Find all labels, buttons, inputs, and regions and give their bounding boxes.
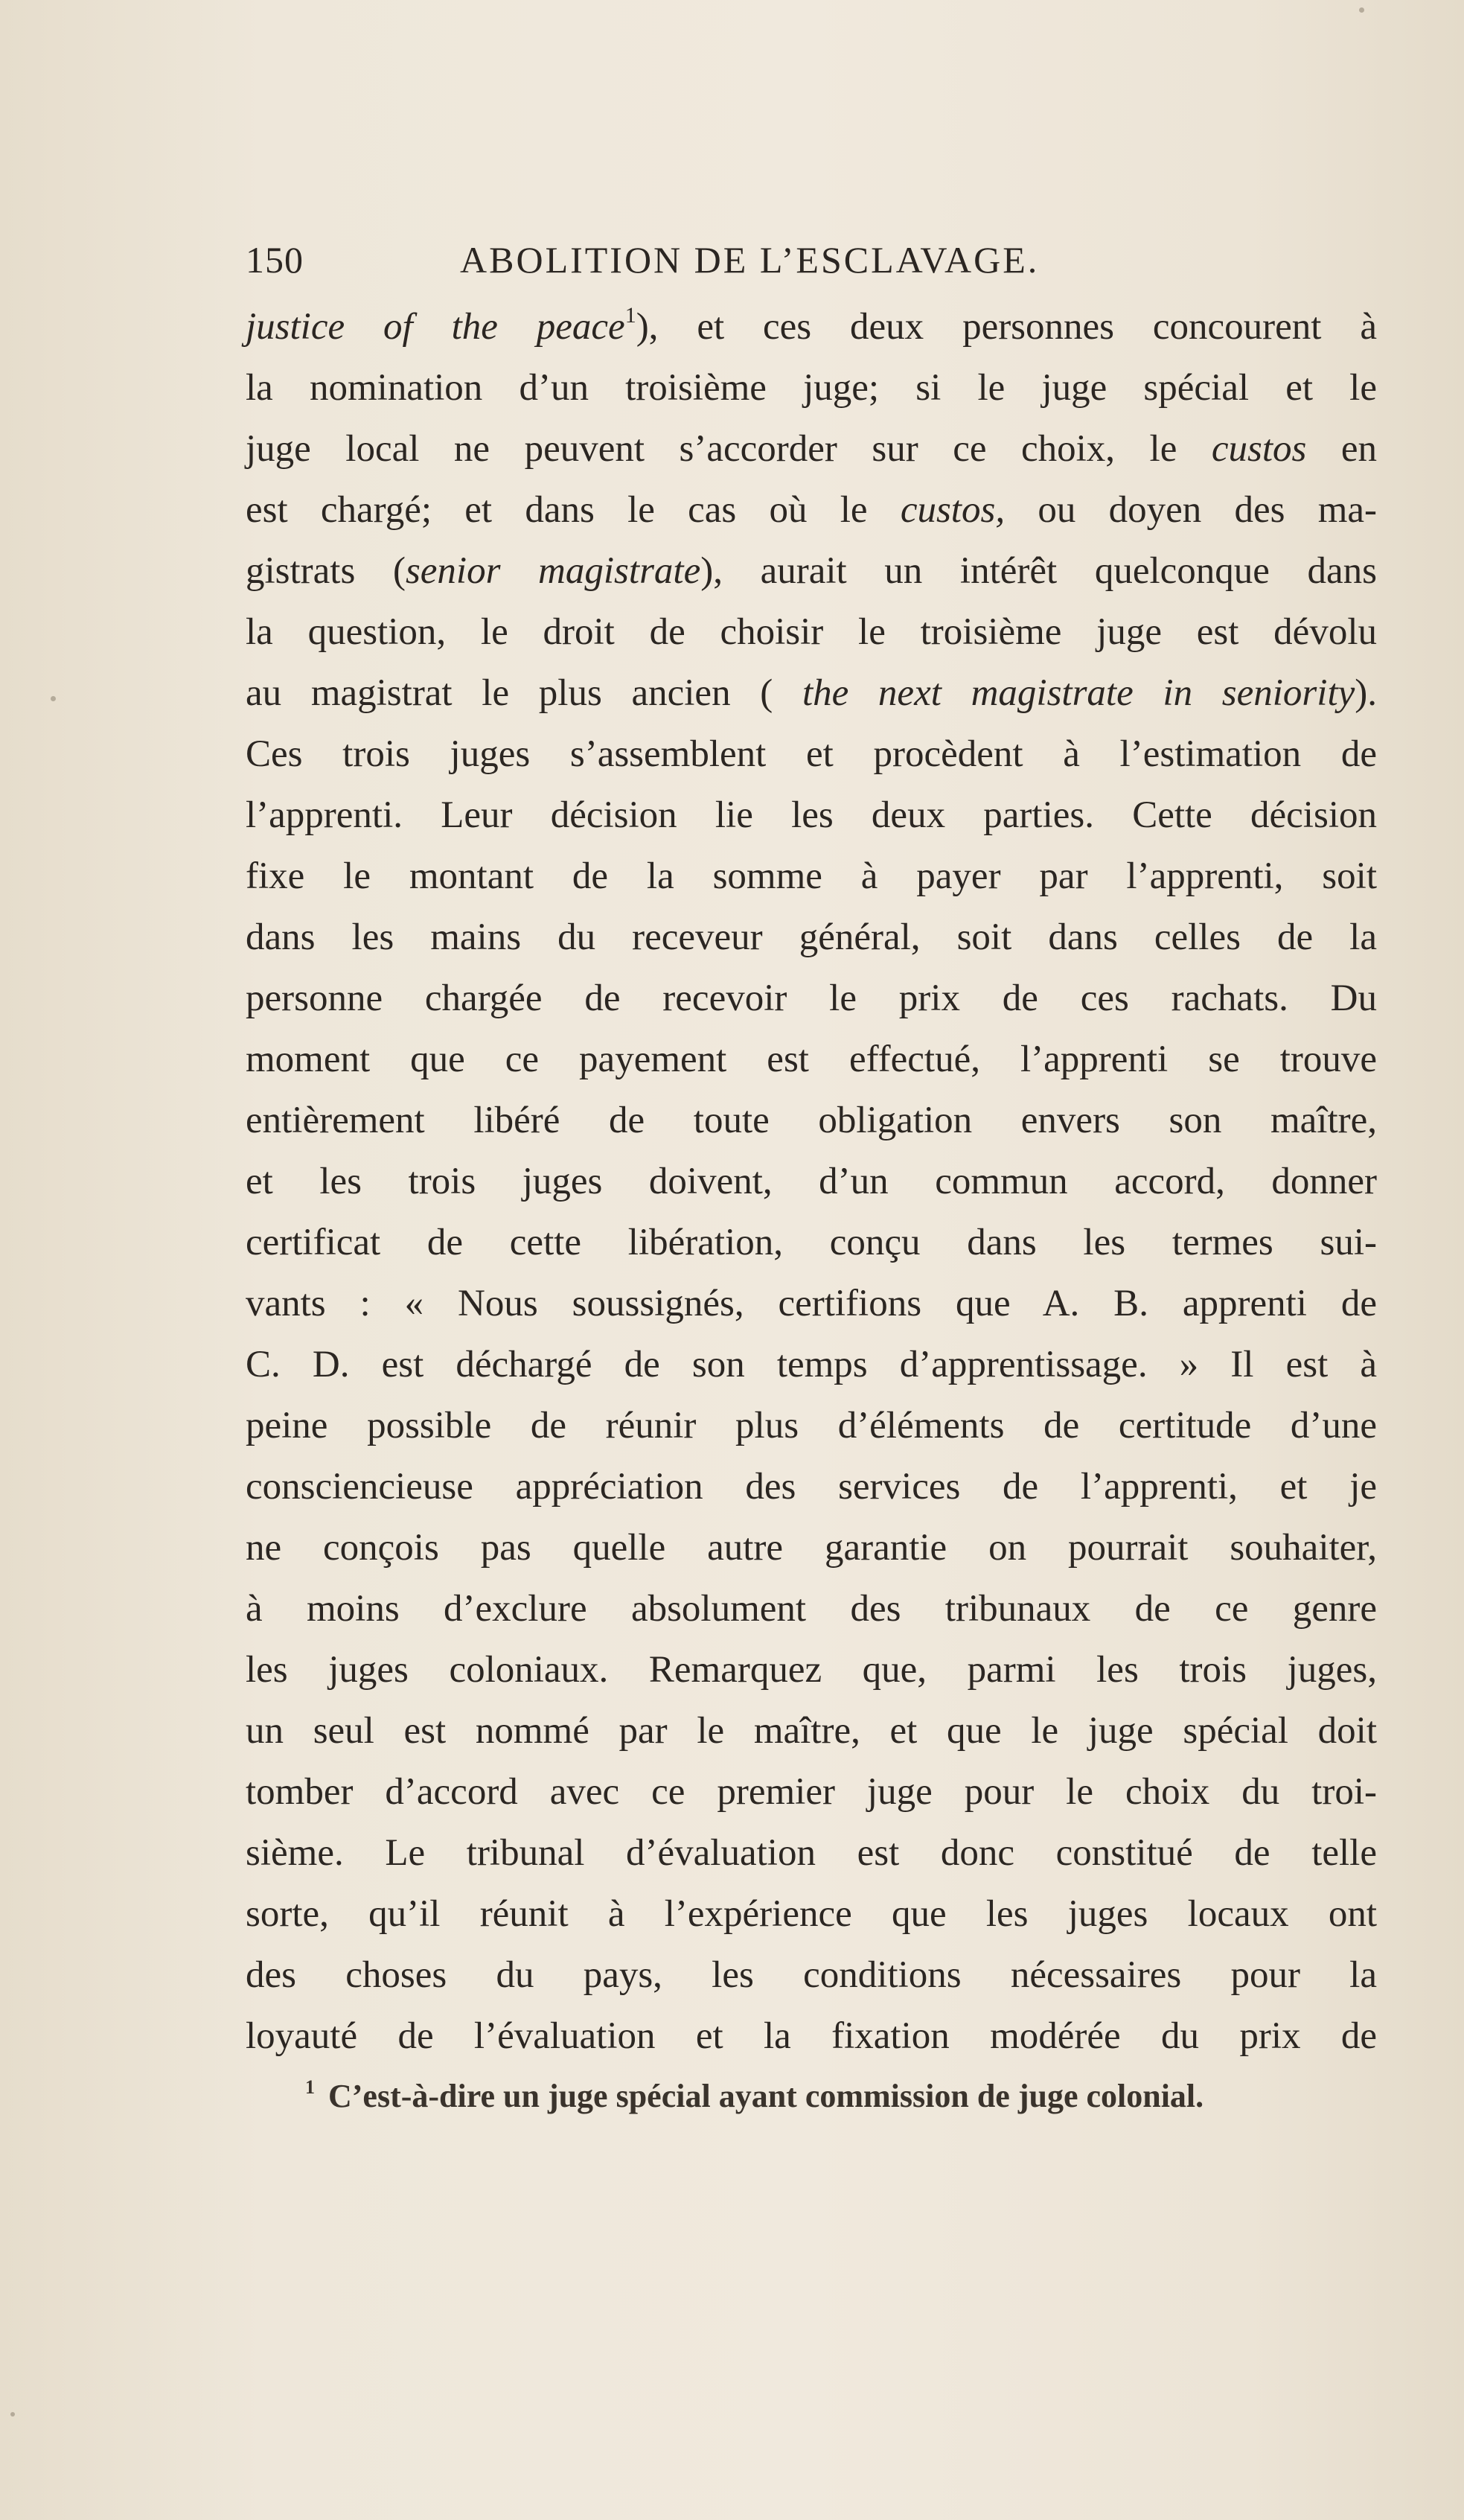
text-segment: vants : « Nous soussignés, certifions que A. B. apprenti de — [246, 1283, 1377, 1324]
text-line — [246, 1334, 1377, 1395]
italic-text: custos, — [900, 489, 1006, 531]
text-line — [246, 1090, 1377, 1151]
text-segment: est chargé; et dans le cas où le — [246, 489, 901, 531]
text-line — [246, 357, 1377, 418]
text-segment: juge local ne peuvent s’accorder sur ce choix, le — [246, 428, 1212, 470]
text-segment: ), et ces deux personnes concourent à — [636, 306, 1378, 348]
text-line — [246, 602, 1377, 663]
text-line — [246, 846, 1377, 907]
text-line — [246, 724, 1377, 785]
text-line — [246, 1639, 1377, 1700]
paper-speck — [1359, 7, 1364, 13]
footnote-marker: 1 — [305, 2076, 315, 2098]
text-segment: consciencieuse appréciation des services de l’apprenti, et je — [246, 1466, 1377, 1508]
text-segment: dans les mains du receveur général, soit dans celles de la — [246, 916, 1377, 958]
paper-speck — [51, 696, 56, 701]
italic-text: senior magistrate — [405, 550, 701, 592]
text-line — [246, 479, 1377, 540]
text-line — [246, 540, 1377, 602]
italic-text: the next magistrate in seniority — [802, 672, 1355, 714]
text-line — [246, 663, 1377, 724]
text-segment: la nomination d’un troisième juge; si le juge spécial et le — [246, 367, 1377, 409]
text-line — [246, 2006, 1377, 2067]
text-segment: l’apprenti. Leur décision lie les deux parties. Cette décision — [246, 794, 1377, 836]
text-segment: ou doyen des ma- — [1005, 489, 1377, 531]
text-line — [246, 1822, 1377, 1883]
page-header — [246, 238, 1243, 298]
italic-text: justice of the peace — [246, 306, 625, 348]
text-line — [246, 1517, 1377, 1578]
text-segment: certificat de cette libération, conçu dans les termes sui- — [246, 1222, 1377, 1263]
running-head: ABOLITION DE L’ESCLAVAGE. — [460, 239, 1040, 281]
text-segment: fixe le montant de la somme à payer par l’apprenti, soit — [246, 855, 1377, 897]
text-line — [246, 1029, 1377, 1090]
text-line — [246, 1700, 1377, 1761]
text-segment: moment que ce payement est effectué, l’apprenti se trouve — [246, 1039, 1377, 1080]
text-segment: ), aurait un intérêt quelconque dans — [700, 550, 1378, 592]
text-line — [246, 1883, 1377, 1945]
text-segment: tomber d’accord avec ce premier juge pour le choix du troi- — [246, 1771, 1377, 1813]
text-line — [246, 907, 1377, 968]
text-line — [246, 1273, 1377, 1334]
text-segment: ne conçois pas quelle autre garantie on pourrait souhaiter, — [246, 1527, 1377, 1569]
text-segment: des choses du pays, les conditions nécessaires pour la — [246, 1954, 1377, 1996]
page-number: 150 — [246, 239, 304, 281]
text-segment: loyauté de l’évaluation et la fixation modérée du prix de — [246, 2015, 1377, 2057]
text-line — [246, 1456, 1377, 1517]
text-segment: à moins d’exclure absolument des tribunaux de ce genre — [246, 1588, 1377, 1630]
text-line — [246, 785, 1377, 846]
footnote-reference: 1 — [624, 303, 636, 328]
text-line — [246, 1578, 1377, 1639]
text-segment: Ces trois juges s’assemblent et procèdent à l’estimation de — [246, 733, 1377, 775]
text-segment: sorte, qu’il réunit à l’expérience que les juges locaux ont — [246, 1893, 1377, 1935]
text-line — [246, 1761, 1377, 1822]
footnote-text: C’est-à-dire un juge spécial ayant commission de juge colonial. — [328, 2078, 1204, 2114]
text-line — [246, 1151, 1377, 1212]
text-line — [246, 296, 1377, 357]
text-segment: personne chargée de recevoir le prix de ces rachats. Du — [246, 977, 1377, 1019]
text-segment: en — [1306, 428, 1378, 470]
text-line — [246, 1945, 1377, 2006]
text-segment: les juges coloniaux. Remarquez que, parmi les trois juges, — [246, 1649, 1377, 1691]
text-segment: sième. Le tribunal d’évaluation est donc constitué de telle — [246, 1832, 1377, 1874]
text-segment: peine possible de réunir plus d’éléments de certitude d’une — [246, 1405, 1377, 1446]
footnote — [305, 2077, 1204, 2115]
text-line — [246, 1395, 1377, 1456]
text-segment: un seul est nommé par le maître, et que le juge spécial doit — [246, 1710, 1377, 1752]
text-line — [246, 1212, 1377, 1273]
text-segment: ). — [1355, 672, 1377, 714]
body-text — [246, 296, 1377, 2067]
text-segment: au magistrat le plus ancien ( — [246, 672, 802, 714]
text-segment: entièrement libéré de toute obligation envers son maître, — [246, 1100, 1377, 1141]
text-segment: la question, le droit de choisir le troisième juge est dévolu — [246, 611, 1377, 653]
text-segment: C. D. est déchargé de son temps d’apprentissage. » Il est à — [246, 1344, 1377, 1385]
italic-text: custos — [1211, 428, 1307, 470]
paper-speck — [10, 2412, 15, 2417]
text-segment: et les trois juges doivent, d’un commun accord, donner — [246, 1161, 1377, 1202]
text-line — [246, 968, 1377, 1029]
text-line — [246, 418, 1377, 479]
text-segment: gistrats ( — [246, 550, 406, 592]
